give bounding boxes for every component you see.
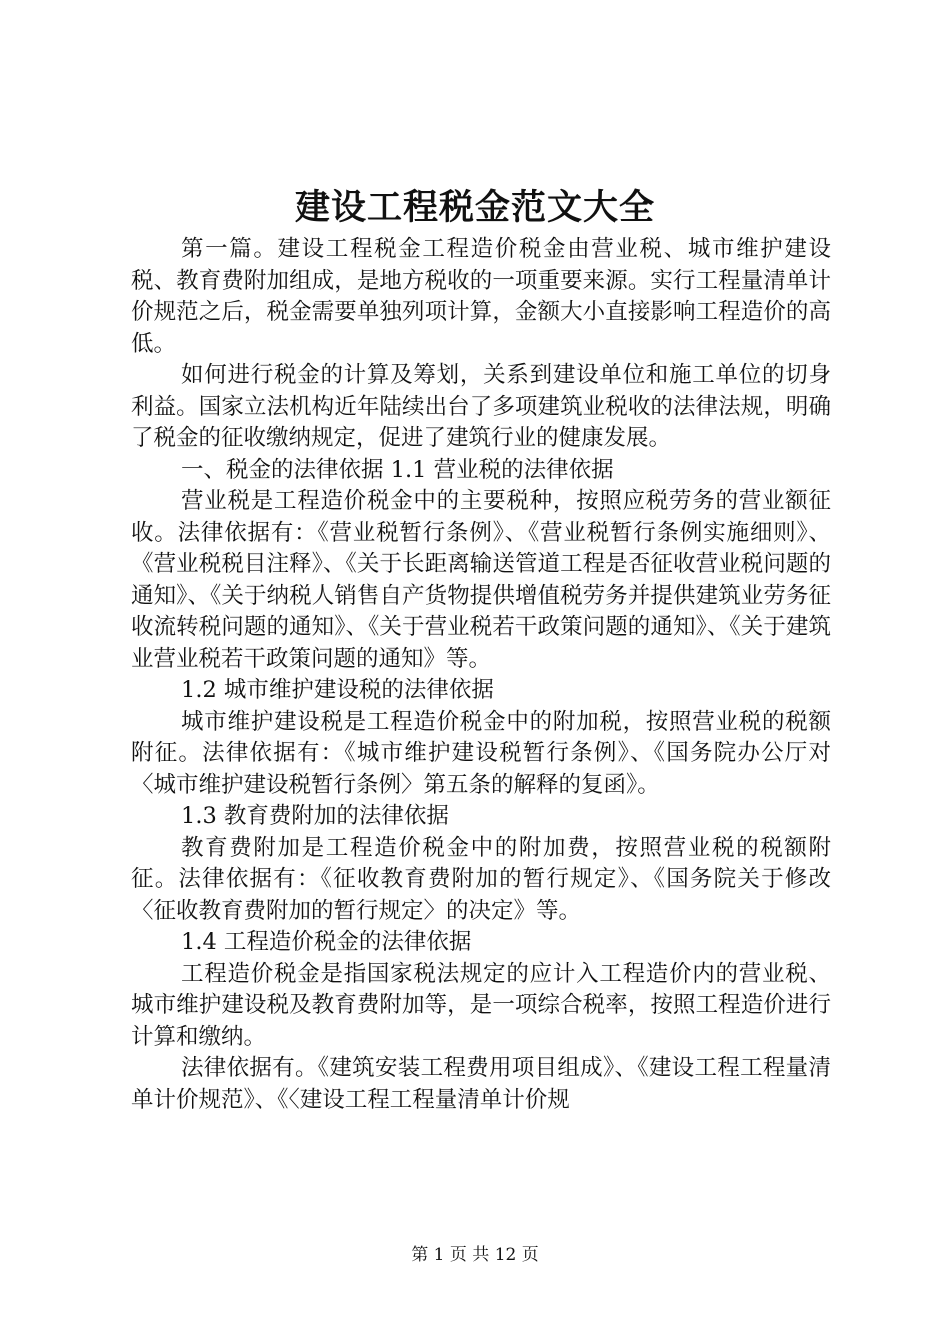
paragraph-intro: 第一篇。建设工程税金工程造价税金由营业税、城市维护建设税、教育费附加组成，是地方税收的一项重要来源。实行工程量清单计价规范之后，税金需要单独列项计算，金额大小直接影响工程造价的高低。 bbox=[131, 236, 831, 357]
section-heading-legal-basis: 一、税金的法律依据 1.1 营业税的法律依据 bbox=[181, 456, 614, 483]
paragraph-business-tax: 营业税是工程造价税金中的主要税种，按照应税劳务的营业额征收。法律依据有：《营业税暂行条例》、《营业税暂行条例实施细则》、《营业税税目注释》、《关于长距离输送管道工程是否征收营业税问题的通知》、《关于纳税人销售自产货物提供增值税劳务并提供建筑业劳务征收流转税问题的通知》、《关于营业税若干政策问题的通知》、《关于建筑业营业税若干政策问题的通知》等。 bbox=[131, 488, 831, 672]
section-heading-1-4: 1.4 工程造价税金的法律依据 bbox=[181, 929, 472, 955]
document-body bbox=[131, 234, 831, 1116]
paragraph-planning: 如何进行税金的计算及筹划，关系到建设单位和施工单位的切身利益。国家立法机构近年陆续出台了多项建筑业税收的法律法规，明确了税金的征收缴纳规定，促进了建筑行业的健康发展。 bbox=[131, 362, 831, 451]
document-title: 建设工程税金范文大全 bbox=[294, 187, 655, 228]
paragraph-project-cost-tax: 工程造价税金是指国家税法规定的应计入工程造价内的营业税、城市维护建设税及教育费附加等，是一项综合税率，按照工程造价进行计算和缴纳。 bbox=[131, 960, 831, 1050]
paragraph-education-surcharge: 教育费附加是工程造价税金中的附加费，按照营业税的税额附征。法律依据有：《征收教育费附加的暂行规定》、《国务院关于修改〈征收教育费附加的暂行规定〉的决定》等。 bbox=[131, 834, 831, 924]
page-footer: 第 1 页 共 12 页 bbox=[411, 1245, 539, 1265]
section-heading-1-2: 1.2 城市维护建设税的法律依据 bbox=[181, 677, 494, 703]
paragraph-urban-construction-tax: 城市维护建设税是工程造价税金中的附加税，按照营业税的税额附征。法律依据有：《城市维护建设税暂行条例》、《国务院办公厅对〈城市维护建设税暂行条例〉第五条的解释的复函》。 bbox=[131, 708, 831, 798]
section-heading-1-3: 1.3 教育费附加的法律依据 bbox=[181, 803, 449, 829]
paragraph-legal-references: 法律依据有。《建筑安装工程费用项目组成》、《建设工程工程量清单计价规范》、《〈建设工程工程量清单计价规 bbox=[131, 1055, 831, 1113]
